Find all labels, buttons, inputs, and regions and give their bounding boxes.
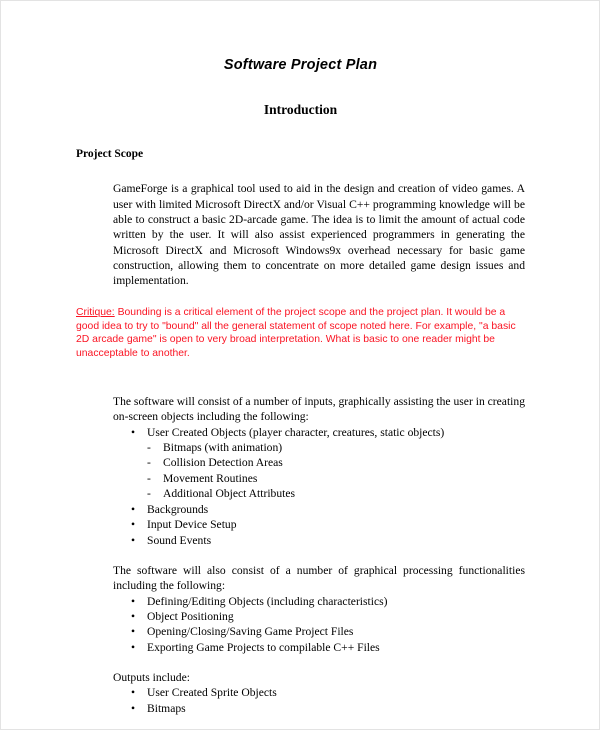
dash-icon: -: [147, 441, 151, 455]
list-item-label: Sound Events: [147, 533, 212, 547]
dash-icon: -: [147, 471, 151, 485]
document-body: [1, 1, 599, 716]
bullet-icon: •: [131, 640, 136, 654]
inputs-sub-list: [147, 440, 525, 502]
sub-list-item: [147, 440, 525, 455]
bullet-icon: •: [131, 425, 136, 439]
critique-label: Critique:: [76, 307, 115, 319]
list-item-label: User Created Sprite Objects: [147, 686, 277, 700]
sub-list-item-label: Bitmaps (with animation): [163, 441, 283, 455]
sub-list-item: [147, 455, 525, 470]
list-item-label: Object Positioning: [147, 609, 234, 623]
list-item-label: User Created Objects (player character, creatures, static objects): [147, 425, 445, 439]
outputs-intro-paragraph: Outputs include:: [113, 671, 190, 685]
bullet-icon: •: [131, 701, 136, 715]
spacer: [76, 119, 525, 148]
list-item: [76, 640, 525, 655]
list-item: [76, 425, 525, 502]
list-item: [76, 533, 525, 548]
bullet-icon: •: [131, 594, 136, 608]
processing-list: [76, 594, 525, 656]
list-item-label: Bitmaps: [147, 701, 186, 715]
spacer: [76, 360, 525, 376]
bullet-icon: •: [131, 686, 136, 700]
list-item-label: Exporting Game Projects to compilable C++ Files: [147, 640, 380, 654]
spacer: [76, 161, 525, 181]
bullet-icon: •: [131, 625, 136, 639]
list-item: [76, 502, 525, 517]
list-item: [76, 517, 525, 532]
list-item: [76, 701, 525, 716]
sub-list-item-label: Movement Routines: [163, 471, 258, 485]
spacer: [76, 288, 525, 306]
list-item: [76, 685, 525, 700]
list-item: [76, 609, 525, 624]
outputs-list: [76, 685, 525, 716]
spacer: [76, 548, 525, 563]
list-item: [76, 624, 525, 639]
list-item-label: Opening/Closing/Saving Game Project Files: [147, 625, 354, 639]
sub-list-item: [147, 471, 525, 486]
bullet-icon: •: [131, 533, 136, 547]
dash-icon: -: [147, 456, 151, 470]
sub-list-item-label: Additional Object Attributes: [163, 487, 296, 501]
bullet-icon: •: [131, 609, 136, 623]
dash-icon: -: [147, 487, 151, 501]
sub-list-item-label: Collision Detection Areas: [163, 456, 283, 470]
inputs-list: [76, 425, 525, 548]
inputs-intro-paragraph: The software will consist of a number of inputs, graphically assisting the user in creating on-screen objects including the following:: [113, 395, 525, 424]
bullet-icon: •: [131, 518, 136, 532]
spacer: [76, 74, 525, 102]
list-item-label: Backgrounds: [147, 502, 209, 516]
processing-intro-paragraph: The software will also consist of a number of graphical processing functionalities including the following:: [113, 563, 525, 593]
scope-paragraph: GameForge is a graphical tool used to aid in the design and creation of video games. A user with limited Microsoft DirectX and/or Visual C++ programming knowledge will be able to construct a basic 2D-arcade game. The idea is to limit the amount of actual code written by the user. It will also assist experienced programmers in generating the Microsoft DirectX and Microsoft Windows9x overhead necessary for basic game construction, allowing them to concentrate on more detailed game design issues and implementation.: [113, 182, 525, 288]
list-item-label: Defining/Editing Objects (including characteristics): [147, 594, 388, 608]
sub-list-item: [147, 486, 525, 501]
spacer: [76, 376, 525, 394]
section-heading-introduction: Introduction: [263, 102, 338, 118]
bullet-icon: •: [131, 502, 136, 516]
spacer: [76, 655, 525, 670]
critique-annotation: [76, 306, 525, 360]
subsection-heading-project-scope: Project Scope: [76, 147, 144, 160]
list-item: [76, 594, 525, 609]
critique-text: Bounding is a critical element of the project scope and the project plan. It would be a good idea to try to "bound" all the general statement of scope noted here. For example, "a basic 2D arcade game" is open to very broad interpretation. What is basic to one reader might be unacceptable to another.: [76, 307, 516, 359]
page-title: Software Project Plan: [223, 57, 378, 73]
list-item-label: Input Device Setup: [147, 518, 237, 532]
